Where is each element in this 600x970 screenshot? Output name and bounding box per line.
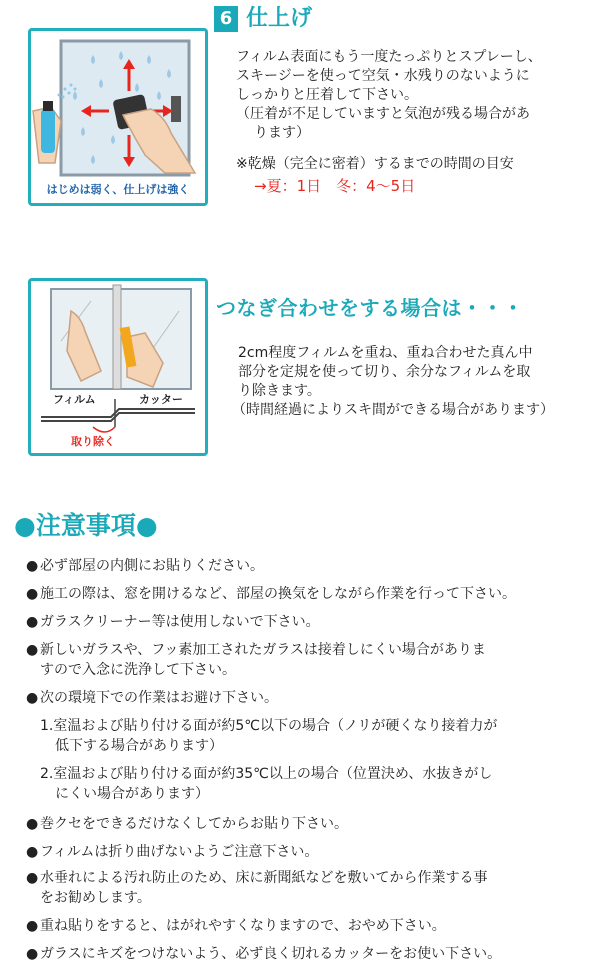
bullet: ● bbox=[26, 690, 39, 706]
step-number-badge: 6 bbox=[214, 6, 238, 32]
finishing-illustration bbox=[28, 28, 208, 206]
note-text: 次の環境下での作業はお避け下さい。 bbox=[40, 690, 278, 706]
joining-line: （時間経過によりスキ間ができる場合があります） bbox=[232, 402, 554, 418]
note-item bbox=[26, 814, 592, 834]
bullet: ● bbox=[26, 614, 39, 630]
joining-illustration bbox=[28, 278, 208, 456]
film-label: フィルム bbox=[53, 393, 96, 406]
note-item bbox=[26, 916, 592, 936]
condition-text: 低下する場合があります） bbox=[55, 738, 223, 754]
condition-text: 2.室温および貼り付ける面が約35℃以上の場合（位置決め、水抜きがし bbox=[40, 766, 493, 782]
note-item bbox=[26, 688, 592, 708]
bullet: ● bbox=[26, 816, 39, 832]
note-text: 新しいガラスや、フッ素加工されたガラスは接着しにくい場合がありま bbox=[40, 642, 486, 658]
note-text: 施工の際は、窓を開けるなど、部屋の換気をしながら作業を行って下さい。 bbox=[40, 586, 516, 602]
joining-title: つなぎ合わせをする場合は・・・ bbox=[216, 296, 524, 320]
step-line: （圧着が不足していますと気泡が残る場合があ bbox=[236, 106, 530, 122]
note-item bbox=[26, 842, 592, 862]
step-instructions bbox=[236, 48, 596, 143]
bullet: ● bbox=[26, 558, 39, 574]
note-item bbox=[26, 640, 592, 680]
cutter-label: カッター bbox=[139, 393, 183, 406]
note-text: 水垂れによる汚れ防止のため、床に新聞紙などを敷いてから作業する事 bbox=[40, 870, 488, 886]
step-line: しっかりと圧着して下さい。 bbox=[236, 87, 418, 103]
joining-line: り除きます。 bbox=[238, 383, 321, 399]
cutting-film-image bbox=[31, 281, 205, 453]
note-item bbox=[26, 868, 592, 908]
note-text: 必ず部屋の内側にお貼りください。 bbox=[40, 558, 264, 574]
bullet: ● bbox=[26, 870, 39, 886]
remove-label: 取り除く bbox=[71, 435, 115, 448]
step-line: ります） bbox=[254, 125, 310, 141]
notes-heading: ●注意事項● bbox=[14, 511, 158, 540]
condition-item bbox=[40, 716, 580, 756]
bullet: ● bbox=[26, 918, 39, 934]
step-title: 仕上げ bbox=[246, 6, 313, 31]
note-item bbox=[26, 584, 592, 604]
window-spray-squeegee-image bbox=[31, 31, 205, 181]
joining-instructions bbox=[232, 344, 596, 420]
note-item bbox=[26, 612, 592, 632]
note-text: 重ね貼りをすると、はがれやすくなりますので、おやめ下さい。 bbox=[40, 918, 446, 934]
note-text: フィルムは折り曲げないようご注意下さい。 bbox=[40, 844, 319, 860]
condition-text: 1.室温および貼り付ける面が約5℃以下の場合（ノリが硬くなり接着力が bbox=[40, 718, 498, 734]
step-line: スキージーを使って空気・水残りのないように bbox=[236, 68, 530, 84]
condition-text: にくい場合があります） bbox=[55, 786, 209, 802]
bullet: ● bbox=[26, 642, 39, 658]
joining-line: 部分を定規を使って切り、余分なフィルムを取 bbox=[238, 364, 531, 380]
note-text: すので入念に洗浄して下さい。 bbox=[40, 662, 236, 678]
note-text: をお勧めします。 bbox=[40, 890, 151, 906]
note-text: ガラスにキズをつけないよう、必ず良く切れるカッターをお使い下さい。 bbox=[40, 946, 502, 962]
step-line: フィルム表面にもう一度たっぷりとスプレーし、 bbox=[236, 49, 542, 65]
joining-line: 2cm程度フィルムを重ね、重ね合わせた真ん中 bbox=[238, 345, 533, 361]
note-text: 巻クセをできるだけなくしてからお貼り下さい。 bbox=[40, 816, 348, 832]
note-item bbox=[26, 944, 592, 964]
bullet: ● bbox=[26, 844, 39, 860]
bullet: ● bbox=[26, 946, 39, 962]
note-item bbox=[26, 556, 592, 576]
drying-note: ※乾燥（完全に密着）するまでの時間の目安 bbox=[236, 156, 514, 172]
note-text: ガラスクリーナー等は使用しないで下さい。 bbox=[40, 614, 320, 630]
drying-times: →夏：1日 冬：4〜5日 bbox=[254, 177, 416, 195]
illustration-caption: はじめは弱く、仕上げは強く bbox=[31, 179, 205, 203]
bullet: ● bbox=[26, 586, 39, 602]
condition-item bbox=[40, 764, 580, 804]
